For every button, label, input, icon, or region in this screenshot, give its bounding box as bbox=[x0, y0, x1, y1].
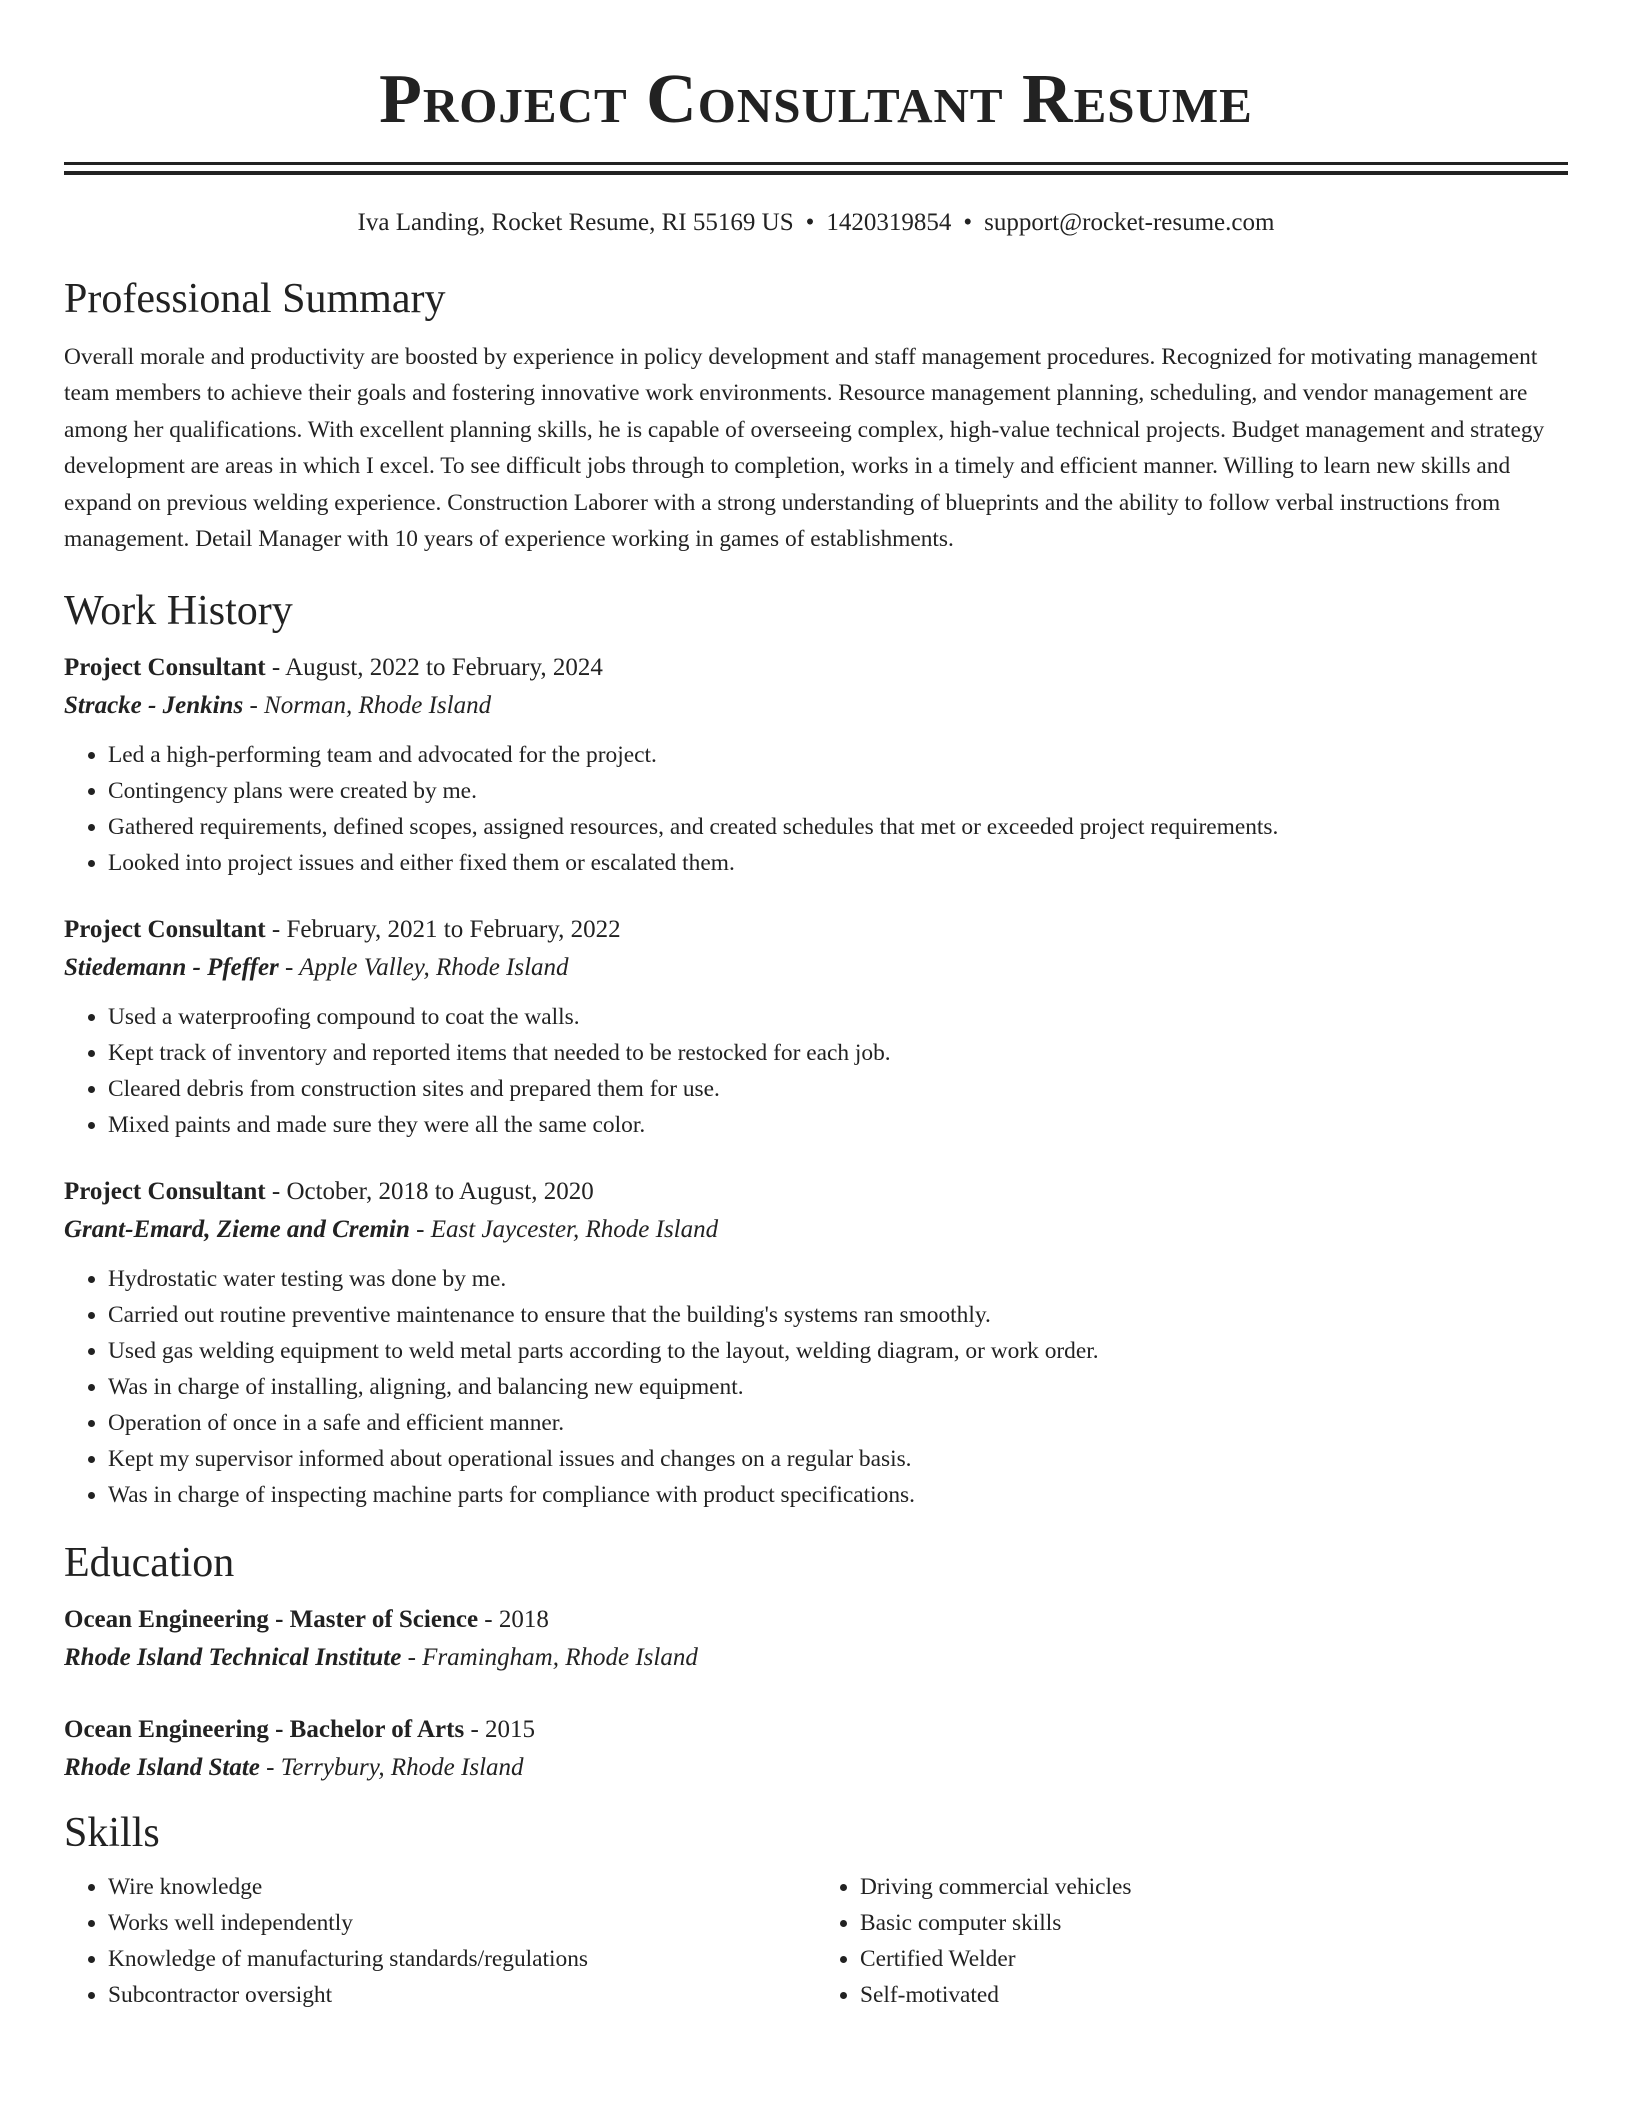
job-bullet: • Cleared debris from construction sites and prepared them for use. bbox=[108, 1071, 1568, 1107]
education-degree: Ocean Engineering - Bachelor of Arts bbox=[64, 1716, 465, 1744]
job-entry bbox=[64, 911, 1568, 1143]
job-heading: Project Consultant - August, 2022 to February, 2024 bbox=[64, 654, 603, 682]
job-bullet: • Led a high-performing team and advocated for the project. bbox=[108, 737, 1568, 773]
education-entry bbox=[64, 1601, 1568, 1677]
job-dates: February, 2021 to February, 2022 bbox=[286, 916, 621, 944]
job-bullet: • Looked into project issues and either fixed them or escalated them. bbox=[108, 845, 1568, 881]
skill-item: • Subcontractor oversight bbox=[108, 1977, 816, 2013]
education-year: 2015 bbox=[485, 1716, 536, 1744]
title-divider-top bbox=[64, 162, 1568, 165]
job-bullet: • Gathered requirements, defined scopes, assigned resources, and created schedules that met or exceeded project requirements. bbox=[108, 809, 1568, 845]
education-school-line: Rhode Island State - Terrybury, Rhode Island bbox=[64, 1754, 524, 1782]
job-employer: Grant-Emard, Zieme and Cremin - East Jaycester, Rhode Island bbox=[64, 1216, 719, 1244]
contact-line bbox=[64, 207, 1568, 239]
job-bullet: • Kept track of inventory and reported items that needed to be restocked for each job. bbox=[108, 1035, 1568, 1071]
contact-separator: • bbox=[963, 209, 973, 236]
summary-section bbox=[64, 273, 1568, 557]
work-history-heading: Work History bbox=[64, 588, 293, 635]
skills-columns bbox=[64, 1869, 1568, 2013]
skill-item: • Works well independently bbox=[108, 1905, 816, 1941]
skill-item: • Basic computer skills bbox=[860, 1905, 1568, 1941]
job-entry bbox=[64, 649, 1568, 881]
job-heading: Project Consultant - October, 2018 to August, 2020 bbox=[64, 1178, 594, 1206]
job-company: Stiedemann - Pfeffer bbox=[64, 954, 279, 982]
job-bullet: • Carried out routine preventive maintenance to ensure that the building's systems ran smoothly. bbox=[108, 1297, 1568, 1333]
job-location: Norman, Rhode Island bbox=[264, 692, 492, 720]
contact-email: support@rocket-resume.com bbox=[984, 209, 1275, 236]
job-bullet: • Used a waterproofing compound to coat the walls. bbox=[108, 999, 1568, 1035]
job-employer: Stiedemann - Pfeffer - Apple Valley, Rhode Island bbox=[64, 954, 569, 982]
job-bullet: • Operation of once in a safe and efficient manner. bbox=[108, 1405, 1568, 1441]
skills-section bbox=[64, 1807, 1568, 2013]
job-bullet: • Was in charge of inspecting machine parts for compliance with product specifications. bbox=[108, 1477, 1568, 1513]
education-location: Framingham, Rhode Island bbox=[422, 1644, 698, 1672]
job-entry bbox=[64, 1173, 1568, 1513]
job-bullet: • Used gas welding equipment to weld metal parts according to the layout, welding diagram, or work order. bbox=[108, 1333, 1568, 1369]
job-company: Grant-Emard, Zieme and Cremin bbox=[64, 1216, 410, 1244]
education-heading: Education bbox=[64, 1540, 235, 1587]
skills-list-left bbox=[64, 1869, 816, 2013]
summary-text: Overall morale and productivity are boosted by experience in policy development and staff management procedures. Recognized for motivating management team members to achieve their goals and fostering innovative work environments. Resource management planning, scheduling, and vendor management are among her qualifications. With excellent planning skills, he is capable of overseeing complex, high-value technical projects. Budget management and strategy development are areas in which I excel. To see difficult jobs through to completion, works in a timely and efficient manner. Willing to learn new skills and expand on previous welding experience. Construction Laborer with a strong understanding of blueprints and the ability to follow verbal instructions from management. Detail Manager with 10 years of experience working in games of establishments. bbox=[64, 344, 1545, 553]
contact-phone: 1420319854 bbox=[826, 209, 952, 236]
title-divider-bottom bbox=[64, 171, 1568, 175]
job-location: East Jaycester, Rhode Island bbox=[430, 1216, 719, 1244]
education-heading-line: Ocean Engineering - Master of Science - 2018 bbox=[64, 1606, 549, 1634]
job-employer: Stracke - Jenkins - Norman, Rhode Island bbox=[64, 692, 492, 720]
job-company: Stracke - Jenkins bbox=[64, 692, 244, 720]
education-location: Terrybury, Rhode Island bbox=[280, 1754, 524, 1782]
summary-heading: Professional Summary bbox=[64, 276, 446, 322]
job-bullet: • Kept my supervisor informed about operational issues and changes on a regular basis. bbox=[108, 1441, 1568, 1477]
job-bullet: • Was in charge of installing, aligning, and balancing new equipment. bbox=[108, 1369, 1568, 1405]
education-heading-line: Ocean Engineering - Bachelor of Arts - 2015 bbox=[64, 1716, 536, 1744]
education-school: Rhode Island Technical Institute bbox=[64, 1644, 402, 1672]
education-year: 2018 bbox=[498, 1606, 549, 1634]
job-title: Project Consultant bbox=[64, 1178, 266, 1206]
skill-item: • Knowledge of manufacturing standards/regulations bbox=[108, 1941, 816, 1977]
job-heading: Project Consultant - February, 2021 to February, 2022 bbox=[64, 916, 621, 944]
job-bullets bbox=[64, 1261, 1568, 1513]
skills-list-right bbox=[816, 1869, 1568, 2013]
skills-heading: Skills bbox=[64, 1810, 160, 1857]
skill-item: • Wire knowledge bbox=[108, 1869, 816, 1905]
job-bullet: • Hydrostatic water testing was done by me. bbox=[108, 1261, 1568, 1297]
education-entry bbox=[64, 1711, 1568, 1787]
skill-item: • Self-motivated bbox=[860, 1977, 1568, 2013]
job-bullet: • Mixed paints and made sure they were all the same color. bbox=[108, 1107, 1568, 1143]
skill-item: • Certified Welder bbox=[860, 1941, 1568, 1977]
contact-separator: • bbox=[805, 209, 815, 236]
job-bullets bbox=[64, 999, 1568, 1143]
job-bullet: • Contingency plans were created by me. bbox=[108, 773, 1568, 809]
skill-item: • Driving commercial vehicles bbox=[860, 1869, 1568, 1905]
work-history-section bbox=[64, 585, 1568, 1513]
job-dates: October, 2018 to August, 2020 bbox=[286, 1178, 594, 1206]
education-school: Rhode Island State bbox=[64, 1754, 260, 1782]
job-location: Apple Valley, Rhode Island bbox=[299, 954, 569, 982]
job-title: Project Consultant bbox=[64, 916, 266, 944]
education-school-line: Rhode Island Technical Institute - Framingham, Rhode Island bbox=[64, 1644, 698, 1672]
job-title: Project Consultant bbox=[64, 654, 266, 682]
education-section bbox=[64, 1537, 1568, 1787]
job-bullets bbox=[64, 737, 1568, 881]
job-dates: August, 2022 to February, 2024 bbox=[285, 654, 603, 682]
page-title: Project Consultant Resume bbox=[379, 61, 1253, 138]
contact-address: Iva Landing, Rocket Resume, RI 55169 US bbox=[357, 209, 794, 236]
education-degree: Ocean Engineering - Master of Science bbox=[64, 1606, 479, 1634]
